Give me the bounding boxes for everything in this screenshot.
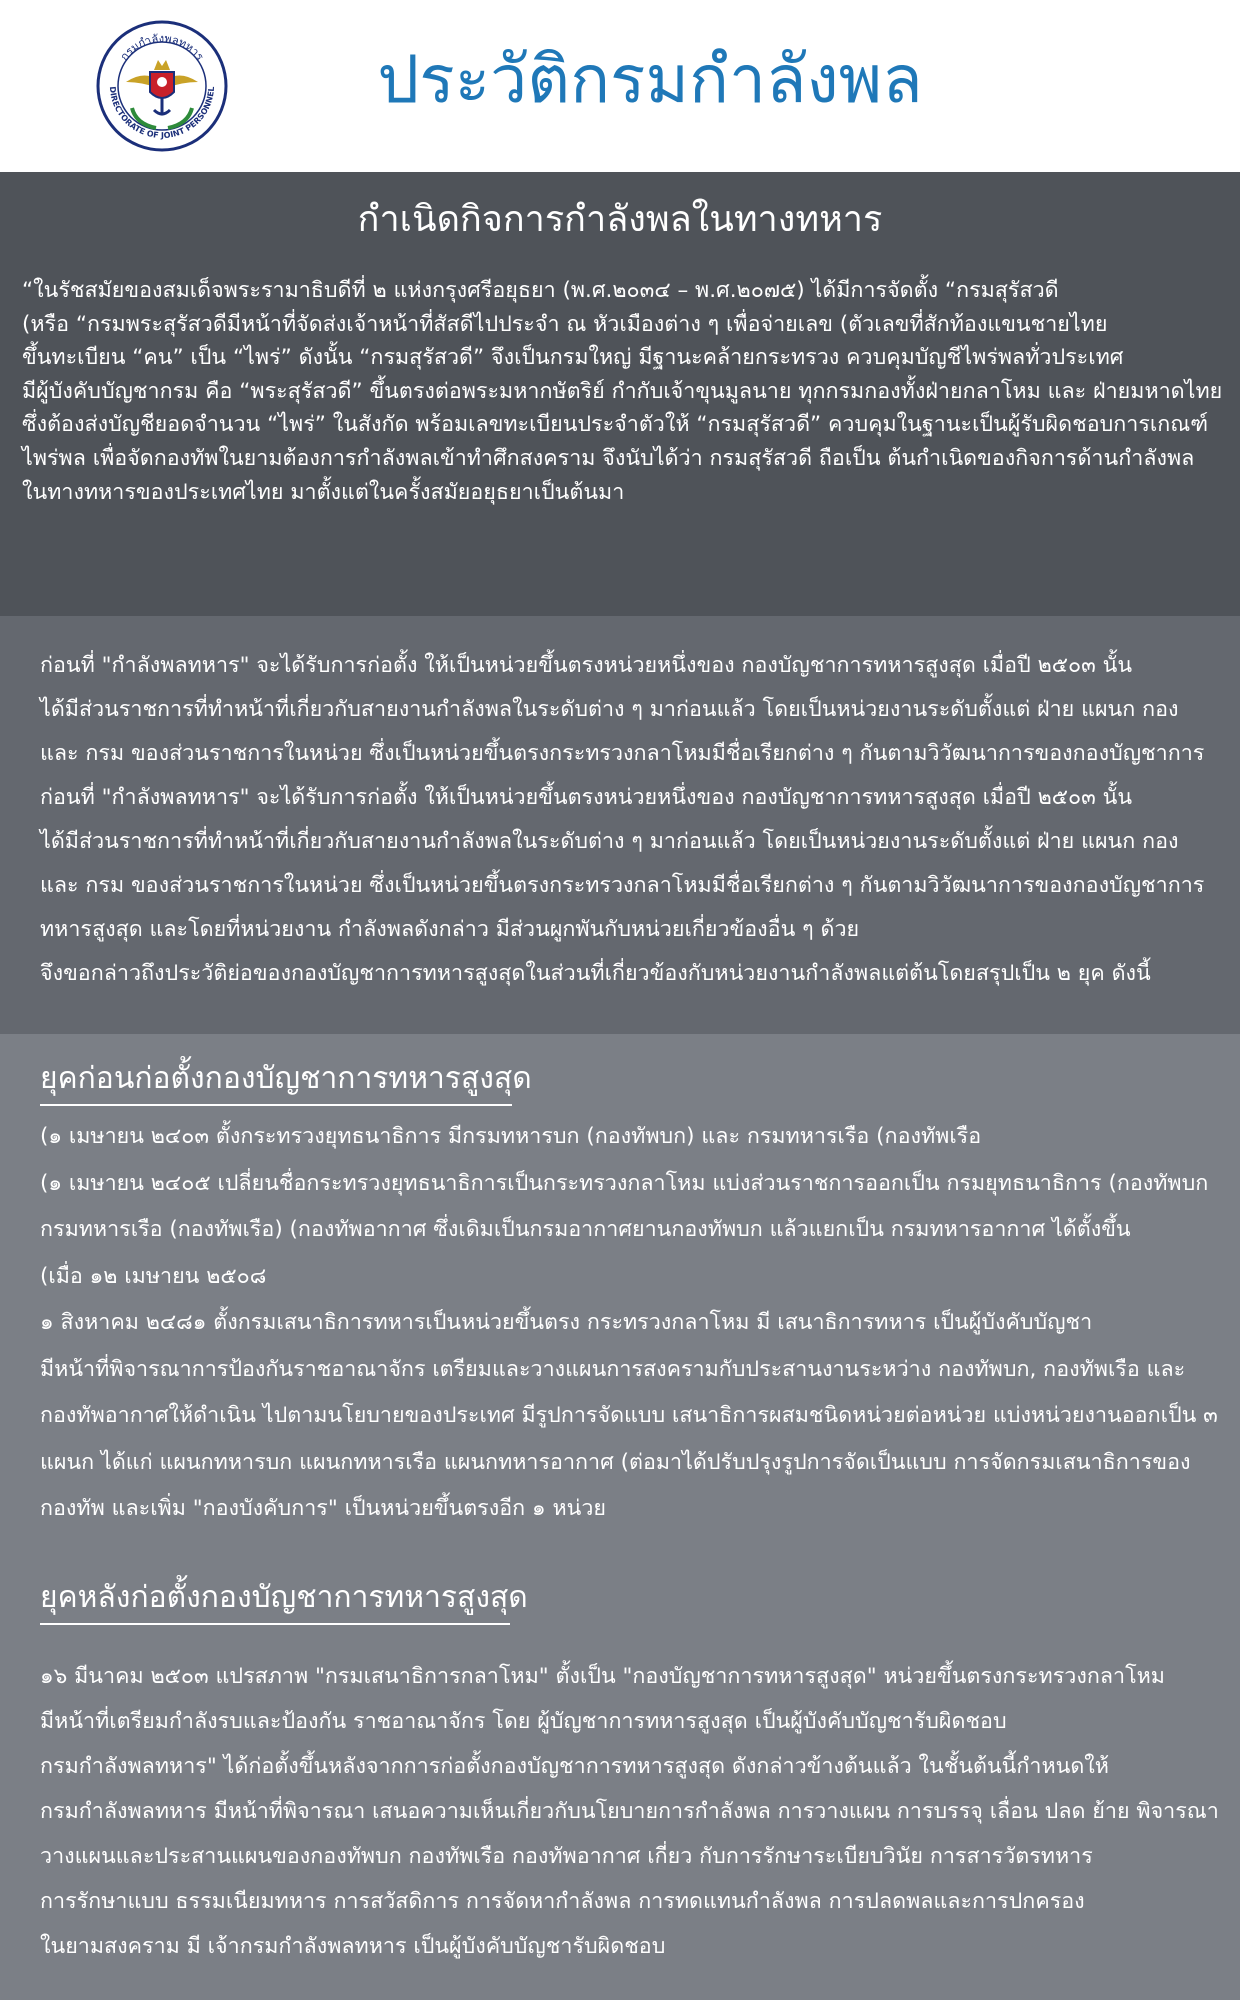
- logo-top-text: กรมกำลังพลทหาร: [117, 31, 207, 64]
- era1-heading: ยุคก่อนก่อตั้งกองบัญชาการทหารสูงสุด: [40, 1061, 532, 1096]
- header: [0, 0, 1240, 172]
- origin-line: มีผู้บังคับบัญชากรม คือ “พระสุรัสวดี” ขึ้นตรงต่อพระมหากษัตริย์ กำกับเจ้าขุนมูลนาย ทุกกรมกองทั้งฝ่ายกลาโหม และ ฝ่ายมหาดไทย: [22, 378, 1223, 404]
- origin-section-title: กำเนิดกิจการกำลังพลในทางทหาร: [357, 199, 883, 240]
- origin-line: ไพร่พล เพื่อจัดกองทัพในยามต้องการกำลังพลเข้าทำศึกสงคราม จึงนับได้ว่า กรมสุรัสวดี ถือเป็น ต้นกำเนิดของกิจการด้านกำลังพล: [22, 445, 1195, 471]
- origin-line: ในทางทหารของประเทศไทย มาตั้งแต่ในครั้งสมัยอยุธยาเป็นต้นมา: [22, 479, 625, 505]
- era1-line: แผนก ได้แก่ แผนกทหารบก แผนกทหารเรือ แผนกทหารอากาศ (ต่อมาได้ปรับปรุงรูปการจัดเป็นแบบ การจัดกรมเสนาธิการของ: [40, 1449, 1191, 1475]
- era1-heading-underline: [40, 1104, 512, 1106]
- background-line: ทหารสูงสุด และโดยที่หน่วยงาน กำลังพลดังกล่าว มีส่วนผูกพันกับหน่วยเกี่ยวข้องอื่น ๆ ด้วย: [40, 917, 860, 942]
- era2-line: การรักษาแบบ ธรรมเนียมทหาร การสวัสดิการ การจัดหากำลังพล การทดแทนกำลังพล การปลดพลและการปกครอง: [40, 1889, 1085, 1914]
- background-line: ได้มีส่วนราชการที่ทำหน้าที่เกี่ยวกับสายงานกำลังพลในระดับต่าง ๆ มาก่อนแล้ว โดยเป็นหน่วยงานระดับตั้งแต่ ฝ่าย แผนก กอง: [40, 829, 1179, 854]
- background-line: ได้มีส่วนราชการที่ทำหน้าที่เกี่ยวกับสายงานกำลังพลในระดับต่าง ๆ มาก่อนแล้ว โดยเป็นหน่วยงานระดับตั้งแต่ ฝ่าย แผนก กอง: [40, 697, 1179, 722]
- era1-line: (เมื่อ ๑๒ เมษายน ๒๕๐๘: [40, 1263, 267, 1289]
- era1-line: กรมทหารเรือ (กองทัพเรือ) (กองทัพอากาศ ซึ่งเดิมเป็นกรมอากาศยานกองทัพบก แล้วแยกเป็น กรมทหารอากาศ ได้ตั้งขึ้น: [40, 1217, 1131, 1242]
- background-line: และ กรม ของส่วนราชการในหน่วย ซึ่งเป็นหน่วยขึ้นตรงกระทรวงกลาโหมมีชื่อเรียกต่าง ๆ กันตามวิวัฒนาการของกองบัญชาการ: [40, 873, 1205, 898]
- origin-line: ซึ่งต้องส่งบัญชียอดจำนวน “ไพร่” ในสังกัด พร้อมเลขทะเบียนประจำตัวให้ “กรมสุรัสวดี” ควบคุมในฐานะเป็นผู้รับผิดชอบการเกณฑ์: [22, 412, 1209, 438]
- era1-paragraph: [40, 1114, 1218, 1533]
- eras-section: [0, 1034, 1240, 2000]
- logo-bottom-text: DIRECTORATE OF JOINT PERSONNEL: [107, 86, 217, 141]
- background-line: ก่อนที่ "กำลังพลทหาร" จะได้รับการก่อตั้ง ให้เป็นหน่วยขึ้นตรงหน่วยหนึ่งของ กองบัญชาการทหารสูงสุด เมื่อปี ๒๕๐๓ นั้น: [40, 653, 1133, 678]
- background-line: จึงขอกล่าวถึงประวัติย่อของกองบัญชาการทหารสูงสุดในส่วนที่เกี่ยวข้องกับหน่วยงานกำลังพลแต่ต้นโดยสรุปเป็น ๒ ยุค ดังนี้: [40, 961, 1151, 986]
- origin-line: (หรือ “กรมพระสุรัสวดีมีหน้าที่จัดส่งเจ้าหน้าที่สัสดีไปประจำ ณ หัวเมืองต่าง ๆ เพื่อจ่ายเลข (ตัวเลขที่สักท้องแขนชายไทย: [22, 311, 1108, 337]
- era1-line: กองทัพ และเพิ่ม "กองบังคับการ" เป็นหน่วยขึ้นตรงอีก ๑ หน่วย: [40, 1496, 606, 1521]
- background-paragraph: [40, 644, 1204, 996]
- era1-line: ๑ สิงหาคม ๒๔๘๑ ตั้งกรมเสนาธิการทหารเป็นหน่วยขึ้นตรง กระทรวงกลาโหม มี เสนาธิการทหาร เป็นผู้บังคับบัญชา: [40, 1310, 1093, 1335]
- era1-line: มีหน้าที่พิจารณาการป้องกันราชอาณาจักร เตรียมและวางแผนการสงครามกับประสานงานระหว่าง กองทัพบก, กองทัพเรือ และ: [40, 1356, 1186, 1382]
- page-title: ประวัติกรมกำลังพล: [377, 41, 923, 118]
- era2-heading-underline: [40, 1623, 510, 1625]
- era2-line: ๑๖ มีนาคม ๒๕๐๓ แปรสภาพ "กรมเสนาธิการกลาโหม" ตั้งเป็น "กองบัญชาการทหารสูงสุด" หน่วยขึ้นตรงกระทรวงกลาโหม: [40, 1664, 1165, 1689]
- directorate-logo: [96, 20, 228, 152]
- origin-paragraph: [22, 274, 1222, 509]
- origin-line: ขึ้นทะเบียน “คน” เป็น “ไพร่” ดังนั้น “กรมสุรัสวดี” จึงเป็นกรมใหญ่ มีฐานะคล้ายกระทรวง ควบคุมบัญชีไพร่พลทั่วประเทศ: [22, 345, 1124, 371]
- era2-line: มีหน้าที่เตรียมกำลังรบและป้องกัน ราชอาณาจักร โดย ผู้บัญชาการทหารสูงสุด เป็นผู้บังคับบัญชารับผิดชอบ: [40, 1709, 1007, 1734]
- era2-paragraph: [40, 1654, 1219, 1969]
- background-line: และ กรม ของส่วนราชการในหน่วย ซึ่งเป็นหน่วยขึ้นตรงกระทรวงกลาโหมมีชื่อเรียกต่าง ๆ กันตามวิวัฒนาการของกองบัญชาการ: [40, 741, 1205, 766]
- era1-line: (๑ เมษายน ๒๔๐๓ ตั้งกระทรวงยุทธนาธิการ มีกรมทหารบก (กองทัพบก) และ กรมทหารเรือ (กองทัพเรือ: [40, 1124, 982, 1149]
- origin-line: “ในรัชสมัยของสมเด็จพระรามาธิบดีที่ ๒ แห่งกรุงศรีอยุธยา (พ.ศ.๒๐๓๔ – พ.ศ.๒๐๗๕) ได้มีการจัดตั้ง “กรมสุรัสวดี: [22, 278, 1059, 303]
- era2-line: กรมกำลังพลทหาร" ได้ก่อตั้งขึ้นหลังจากการก่อตั้งกองบัญชาการทหารสูงสุด ดังกล่าวข้างต้นแล้ว ในชั้นต้นนี้กำหนดให้: [40, 1754, 1109, 1779]
- era2-line: ในยามสงคราม มี เจ้ากรมกำลังพลทหาร เป็นผู้บังคับบัญชารับผิดชอบ: [40, 1934, 666, 1959]
- background-line: ก่อนที่ "กำลังพลทหาร" จะได้รับการก่อตั้ง ให้เป็นหน่วยขึ้นตรงหน่วยหนึ่งของ กองบัญชาการทหารสูงสุด เมื่อปี ๒๕๐๓ นั้น: [40, 785, 1133, 810]
- era1-line: กองทัพอากาศให้ดำเนิน ไปตามนโยบายของประเทศ มีรูปการจัดแบบ เสนาธิการผสมชนิดหน่วยต่อหน่วย แบ่งหน่วยงานออกเป็น ๓: [40, 1403, 1218, 1428]
- era2-heading: ยุคหลังก่อตั้งกองบัญชาการทหารสูงสุด: [40, 1580, 528, 1615]
- era2-line: กรมกำลังพลทหาร มีหน้าที่พิจารณา เสนอความเห็นเกี่ยวกับนโยบายการกำลังพล การวางแผน การบรรจุ เลื่อน ปลด ย้าย พิจารณา: [40, 1799, 1219, 1824]
- era1-line: (๑ เมษายน ๒๔๐๕ เปลี่ยนชื่อกระทรวงยุทธนาธิการเป็นกระทรวงกลาโหม แบ่งส่วนราชการออกเป็น กรมยุทธนาธิการ (กองทัพบก: [40, 1170, 1209, 1196]
- origin-section: [0, 172, 1240, 616]
- background-section: [0, 616, 1240, 1034]
- era2-line: วางแผนและประสานแผนของกองทัพบก กองทัพเรือ กองทัพอากาศ เกี่ยว กับการรักษาระเบียบวินัย การสารวัตรทหาร: [40, 1844, 1093, 1869]
